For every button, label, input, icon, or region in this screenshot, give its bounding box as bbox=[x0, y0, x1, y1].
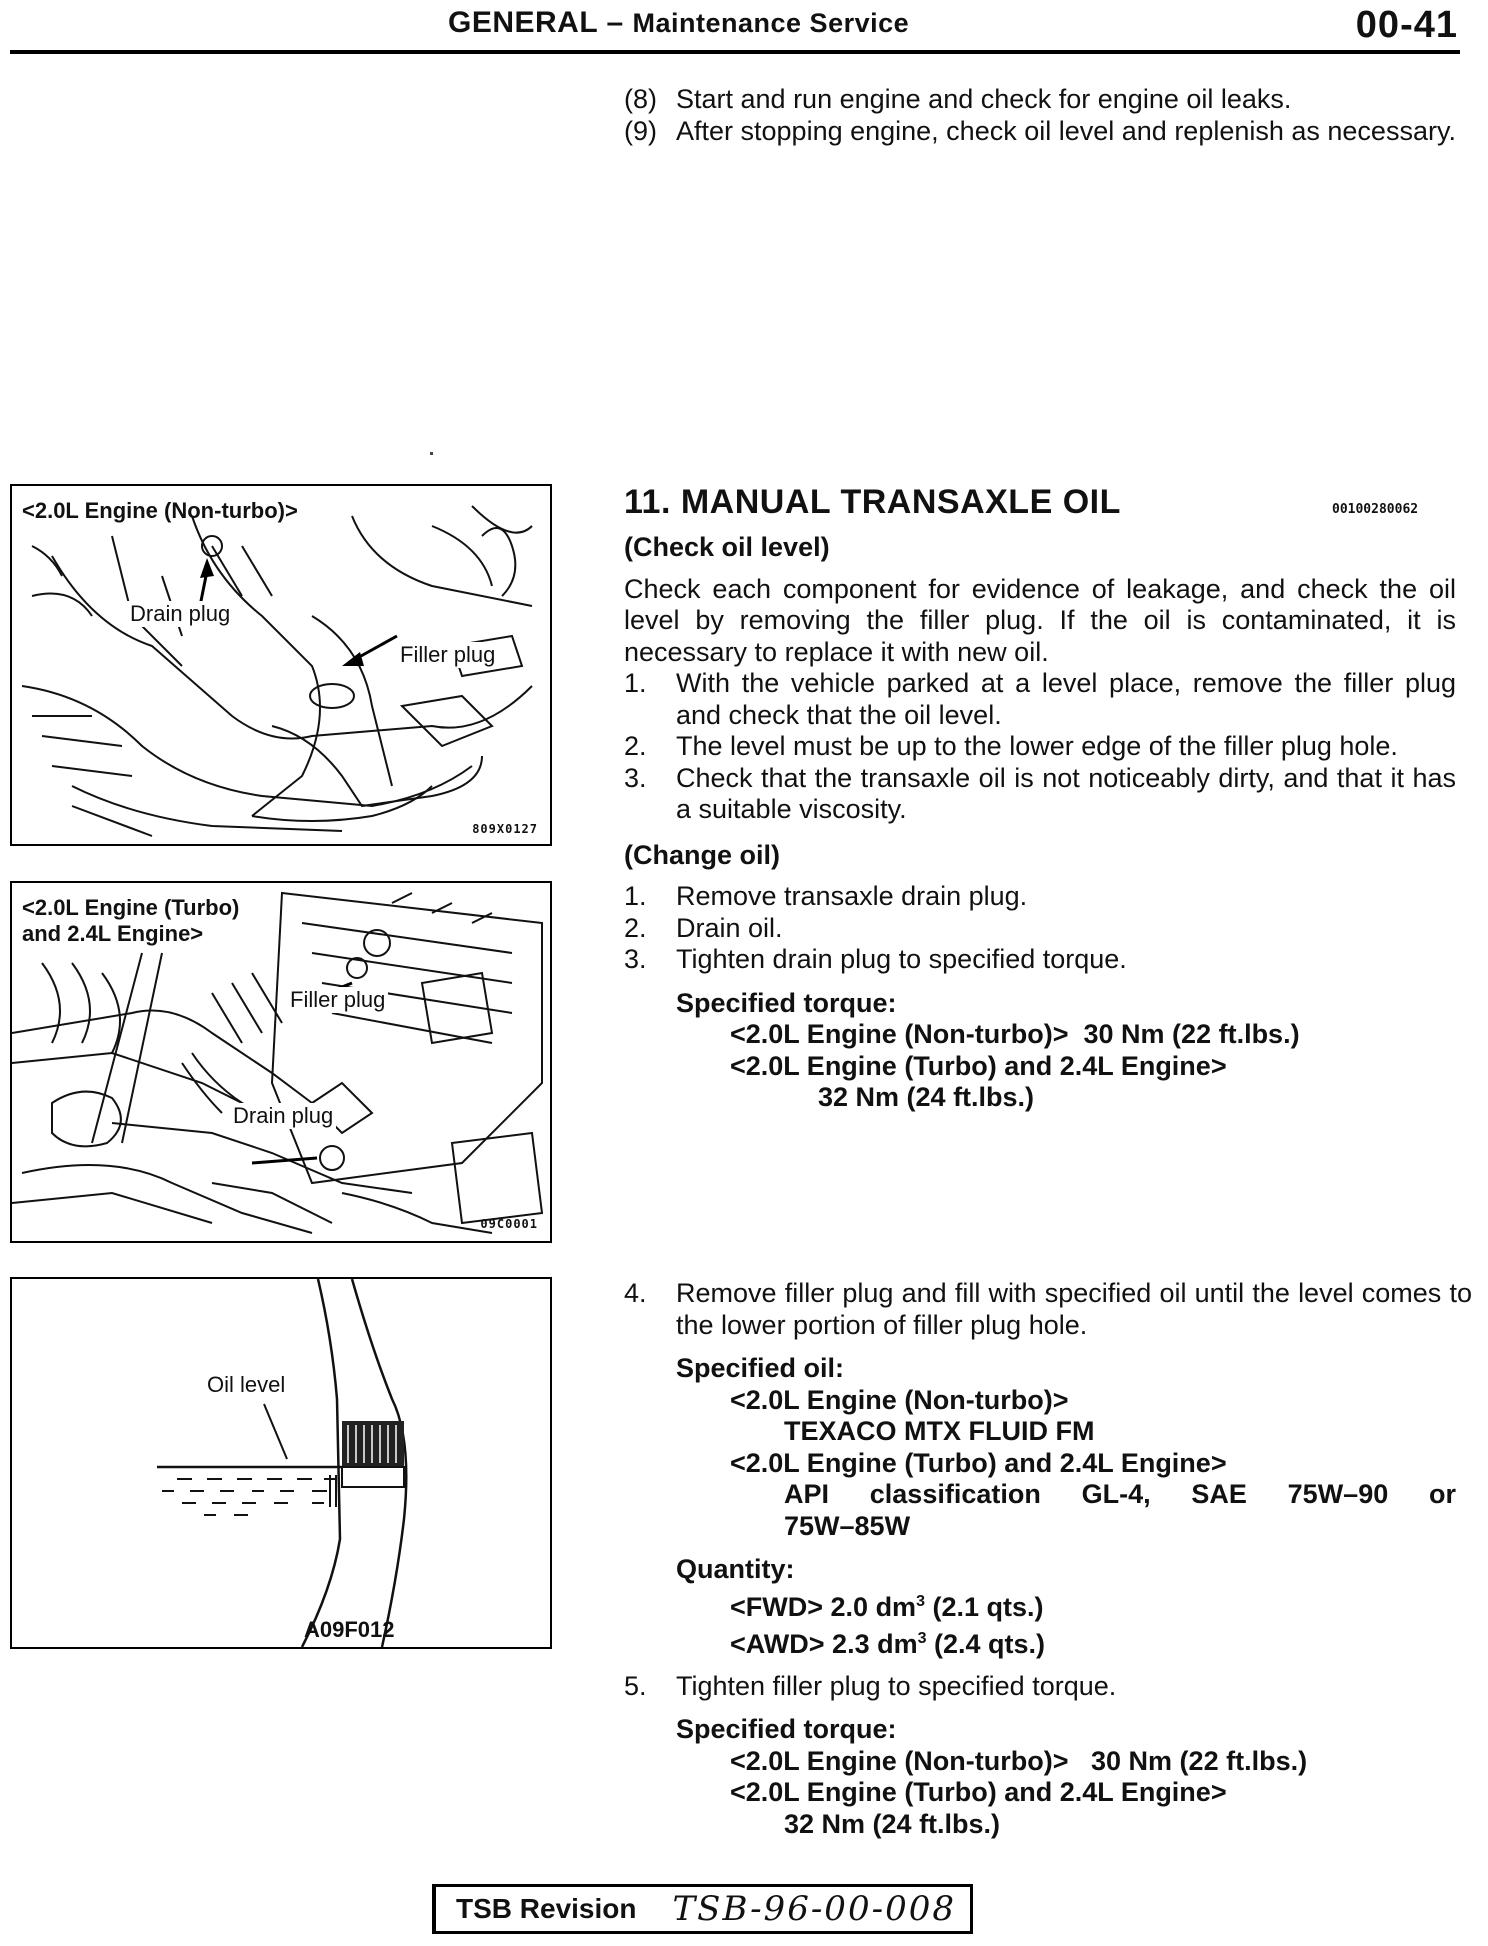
torque-line: 32 Nm (24 ft.lbs.) bbox=[818, 1082, 1035, 1112]
quantity-spec bbox=[676, 1554, 1472, 1661]
step-text: Start and run engine and check for engine oil leaks. bbox=[676, 84, 1292, 114]
figure-caption: <2.0L Engine (Non-turbo)> bbox=[22, 498, 298, 523]
step-number: 1. bbox=[624, 881, 647, 911]
quantity-fwd bbox=[730, 1586, 1472, 1624]
oil-level-label: Oil level bbox=[204, 1372, 288, 1398]
figure-oil-level bbox=[10, 1277, 552, 1649]
unit-superscript: 3 bbox=[917, 1630, 927, 1647]
torque-line: <2.0L Engine (Non-turbo)> 30 Nm (22 ft.lbs.) bbox=[730, 1019, 1300, 1049]
figure-caption-line2: and 2.4L Engine> bbox=[22, 921, 204, 946]
quantity-fwd-value: 2.0 dm bbox=[830, 1591, 917, 1622]
stray-dot bbox=[430, 452, 433, 455]
list-item bbox=[624, 1671, 1472, 1703]
quantity-awd-qts: (2.4 qts.) bbox=[934, 1629, 1046, 1659]
list-item bbox=[624, 1278, 1472, 1341]
header-chapter: GENERAL bbox=[448, 6, 598, 39]
drain-plug-label: Drain plug bbox=[230, 1103, 336, 1129]
quantity-awd-label: <AWD> bbox=[730, 1629, 825, 1659]
quantity-heading: Quantity: bbox=[676, 1554, 795, 1584]
step-text: Check that the transaxle oil is not noticeably dirty, and that it has a suitable viscosity. bbox=[676, 762, 1456, 824]
step-number: 2. bbox=[624, 731, 647, 761]
quantity-awd bbox=[730, 1623, 1472, 1661]
oil-spec bbox=[676, 1353, 1472, 1542]
oil-fluid-b-line1: API classification GL-4, SAE 75W–90 or bbox=[784, 1479, 1456, 1509]
tsb-revision-box bbox=[432, 1884, 973, 1934]
torque-heading: Specified torque: bbox=[676, 1714, 897, 1744]
step-text: Drain oil. bbox=[676, 912, 783, 943]
step-number: (8) bbox=[624, 84, 657, 114]
list-item bbox=[624, 913, 1456, 945]
step-text: Tighten drain plug to specified torque. bbox=[676, 944, 1127, 974]
list-item bbox=[624, 731, 1456, 763]
step-number: 5. bbox=[624, 1670, 647, 1701]
step-number: 4. bbox=[624, 1278, 647, 1308]
step-number: (9) bbox=[624, 115, 657, 146]
tsb-value: TSB-96-00-008 bbox=[672, 1889, 956, 1929]
filler-plug-label: Filler plug bbox=[397, 642, 498, 668]
section-title: 11. MANUAL TRANSAXLE OIL bbox=[624, 483, 1121, 521]
drain-plug-label: Drain plug bbox=[127, 601, 233, 627]
step-text: Tighten filler plug to specified torque. bbox=[676, 1670, 1117, 1701]
check-heading: (Check oil level) bbox=[624, 532, 830, 562]
figure-non-turbo bbox=[10, 484, 552, 846]
step-number: 3. bbox=[624, 944, 647, 974]
oil-fluid-a: TEXACO MTX FLUID FM bbox=[784, 1416, 1095, 1446]
step-text: The level must be up to the lower edge of the filler plug hole. bbox=[676, 731, 1398, 761]
oil-fluid-b-line2: 75W–85W bbox=[784, 1510, 911, 1541]
check-block bbox=[624, 532, 1456, 1114]
figure-caption-line1: <2.0L Engine (Turbo) bbox=[22, 895, 240, 920]
step-text: Remove transaxle drain plug. bbox=[676, 881, 1028, 911]
torque-line: <2.0L Engine (Turbo) and 2.4L Engine> bbox=[730, 1050, 1227, 1081]
oil-heading: Specified oil: bbox=[676, 1353, 845, 1383]
figure-caption bbox=[22, 895, 239, 947]
list-item bbox=[624, 668, 1456, 731]
torque-line: <2.0L Engine (Non-turbo)> 30 Nm (22 ft.lbs.) bbox=[730, 1745, 1308, 1776]
list-item bbox=[624, 881, 1456, 913]
list-item bbox=[624, 944, 1456, 976]
torque-spec-1 bbox=[676, 988, 1456, 1114]
check-intro: Check each component for evidence of leakage, and check the oil level by removing the filler plug. If the oil is contaminated, it is necessary to replace it with new oil. bbox=[624, 573, 1456, 667]
step-number: 2. bbox=[624, 912, 647, 943]
header-separator: – bbox=[606, 6, 624, 39]
top-steps bbox=[624, 84, 1456, 147]
figure-code: 09C0001 bbox=[480, 1217, 538, 1231]
header-section: Maintenance Service bbox=[632, 8, 910, 38]
change-heading: (Change oil) bbox=[624, 839, 780, 870]
torque-spec-2 bbox=[676, 1714, 1472, 1840]
quantity-awd-value: 2.3 dm bbox=[832, 1629, 918, 1659]
figure-turbo bbox=[10, 881, 552, 1243]
quantity-fwd-label: <FWD> bbox=[730, 1591, 824, 1622]
tsb-label: TSB Revision bbox=[456, 1893, 637, 1924]
torque-line: 32 Nm (24 ft.lbs.) bbox=[784, 1808, 1001, 1839]
step-text: Remove filler plug and fill with specified oil until the level comes to the lower portion of filler plug hole. bbox=[676, 1278, 1472, 1340]
quantity-fwd-qts: (2.1 qts.) bbox=[932, 1591, 1044, 1622]
section-code: 00100280062 bbox=[1332, 502, 1419, 517]
step-text: With the vehicle parked at a level place, remove the filler plug and check that the oil level. bbox=[676, 668, 1456, 730]
fill-block bbox=[624, 1278, 1472, 1840]
oil-level-diagram bbox=[12, 1279, 550, 1647]
page-number: 00-41 bbox=[1355, 4, 1458, 46]
unit-superscript: 3 bbox=[916, 1592, 925, 1610]
header-rule bbox=[10, 50, 1460, 54]
list-item bbox=[624, 763, 1456, 826]
torque-line: <2.0L Engine (Turbo) and 2.4L Engine> bbox=[730, 1777, 1227, 1807]
list-item bbox=[624, 84, 1456, 116]
oil-engine-b: <2.0L Engine (Turbo) and 2.4L Engine> bbox=[730, 1447, 1227, 1478]
torque-heading: Specified torque: bbox=[676, 987, 897, 1018]
oil-engine-a: <2.0L Engine (Non-turbo)> bbox=[730, 1384, 1069, 1415]
filler-plug-label: Filler plug bbox=[287, 987, 388, 1013]
figure-code: A09F012 bbox=[304, 1617, 395, 1642]
header-title bbox=[448, 6, 909, 40]
step-text: After stopping engine, check oil level and replenish as necessary. bbox=[676, 115, 1456, 146]
step-number: 3. bbox=[624, 762, 647, 793]
list-item bbox=[624, 116, 1456, 148]
figure-code: 809X0127 bbox=[472, 822, 538, 836]
step-number: 1. bbox=[624, 668, 647, 698]
